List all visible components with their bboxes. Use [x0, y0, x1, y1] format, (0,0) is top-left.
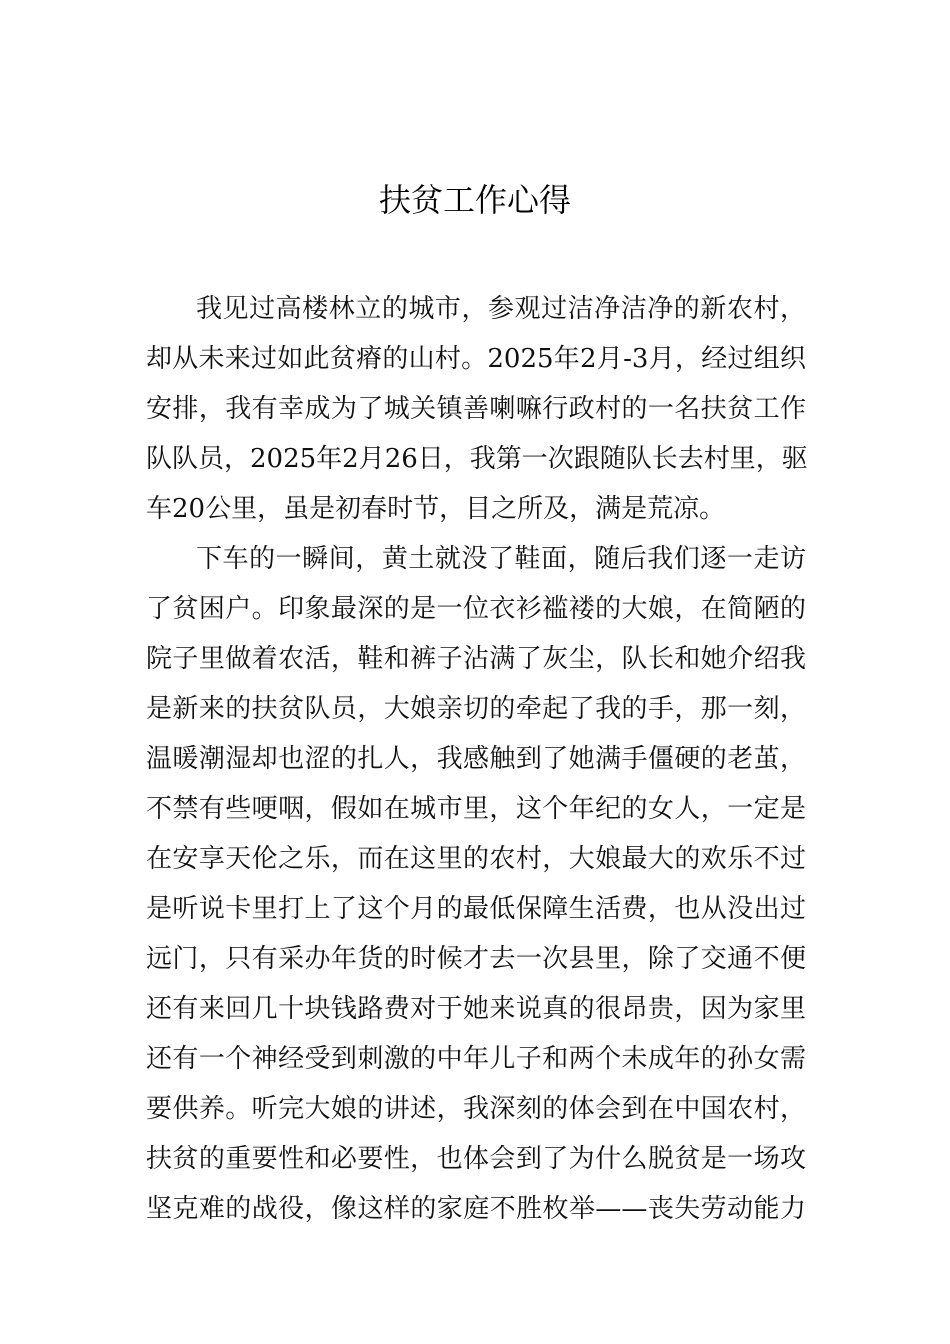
document-title: 扶贫工作心得 [378, 181, 571, 219]
paragraph-2-line-14: 坚克难的战役，像这样的家庭不胜枚举——丧失劳动能力 [146, 1194, 806, 1224]
paragraph-2-line-5: 温暖潮湿却也涩的扎人，我感触到了她满手僵硬的老茧， [146, 744, 806, 774]
paragraph-2-line-13: 扶贫的重要性和必要性，也体会到了为什么脱贫是一场攻 [146, 1144, 806, 1174]
paragraph-2-line-8: 是听说卡里打上了这个月的最低保障生活费，也从没出过 [146, 894, 806, 924]
paragraph-1-line-3: 安排，我有幸成为了城关镇善喇嘛行政村的一名扶贫工作 [146, 394, 806, 424]
paragraph-2-line-1: 下车的一瞬间，黄土就没了鞋面，随后我们逐一走访 [196, 544, 806, 574]
paragraph-2-line-3: 院子里做着农活，鞋和裤子沾满了灰尘，队长和她介绍我 [146, 644, 806, 674]
paragraph-2-line-12: 要供养。听完大娘的讲述，我深刻的体会到在中国农村， [146, 1094, 806, 1124]
paragraph-1-line-5: 车20公里，虽是初春时节，目之所及，满是荒凉。 [146, 494, 726, 524]
paragraph-2-line-6: 不禁有些哽咽，假如在城市里，这个年纪的女人，一定是 [146, 794, 806, 824]
paragraph-1-line-1: 我见过高楼林立的城市，参观过洁净洁净的新农村， [196, 294, 806, 324]
paragraph-1-line-2: 却从未来过如此贫瘠的山村。2025年2月-3月，经过组织 [146, 344, 806, 374]
paragraph-2-line-4: 是新来的扶贫队员，大娘亲切的牵起了我的手，那一刻， [146, 694, 806, 724]
paragraph-2-line-7: 在安享天伦之乐，而在这里的农村，大娘最大的欢乐不过 [146, 844, 806, 874]
paragraph-1-line-4: 队队员，2025年2月26日，我第一次跟随队长去村里，驱 [146, 444, 808, 474]
paragraph-2-line-2: 了贫困户。印象最深的是一位衣衫褴褛的大娘，在简陋的 [146, 594, 806, 624]
paragraph-2-line-10: 还有来回几十块钱路费对于她来说真的很昂贵，因为家里 [146, 994, 806, 1024]
paragraph-2-line-11: 还有一个神经受到刺激的中年儿子和两个未成年的孙女需 [146, 1044, 806, 1074]
paragraph-2-line-9: 远门，只有采办年货的时候才去一次县里，除了交通不便 [146, 944, 806, 974]
